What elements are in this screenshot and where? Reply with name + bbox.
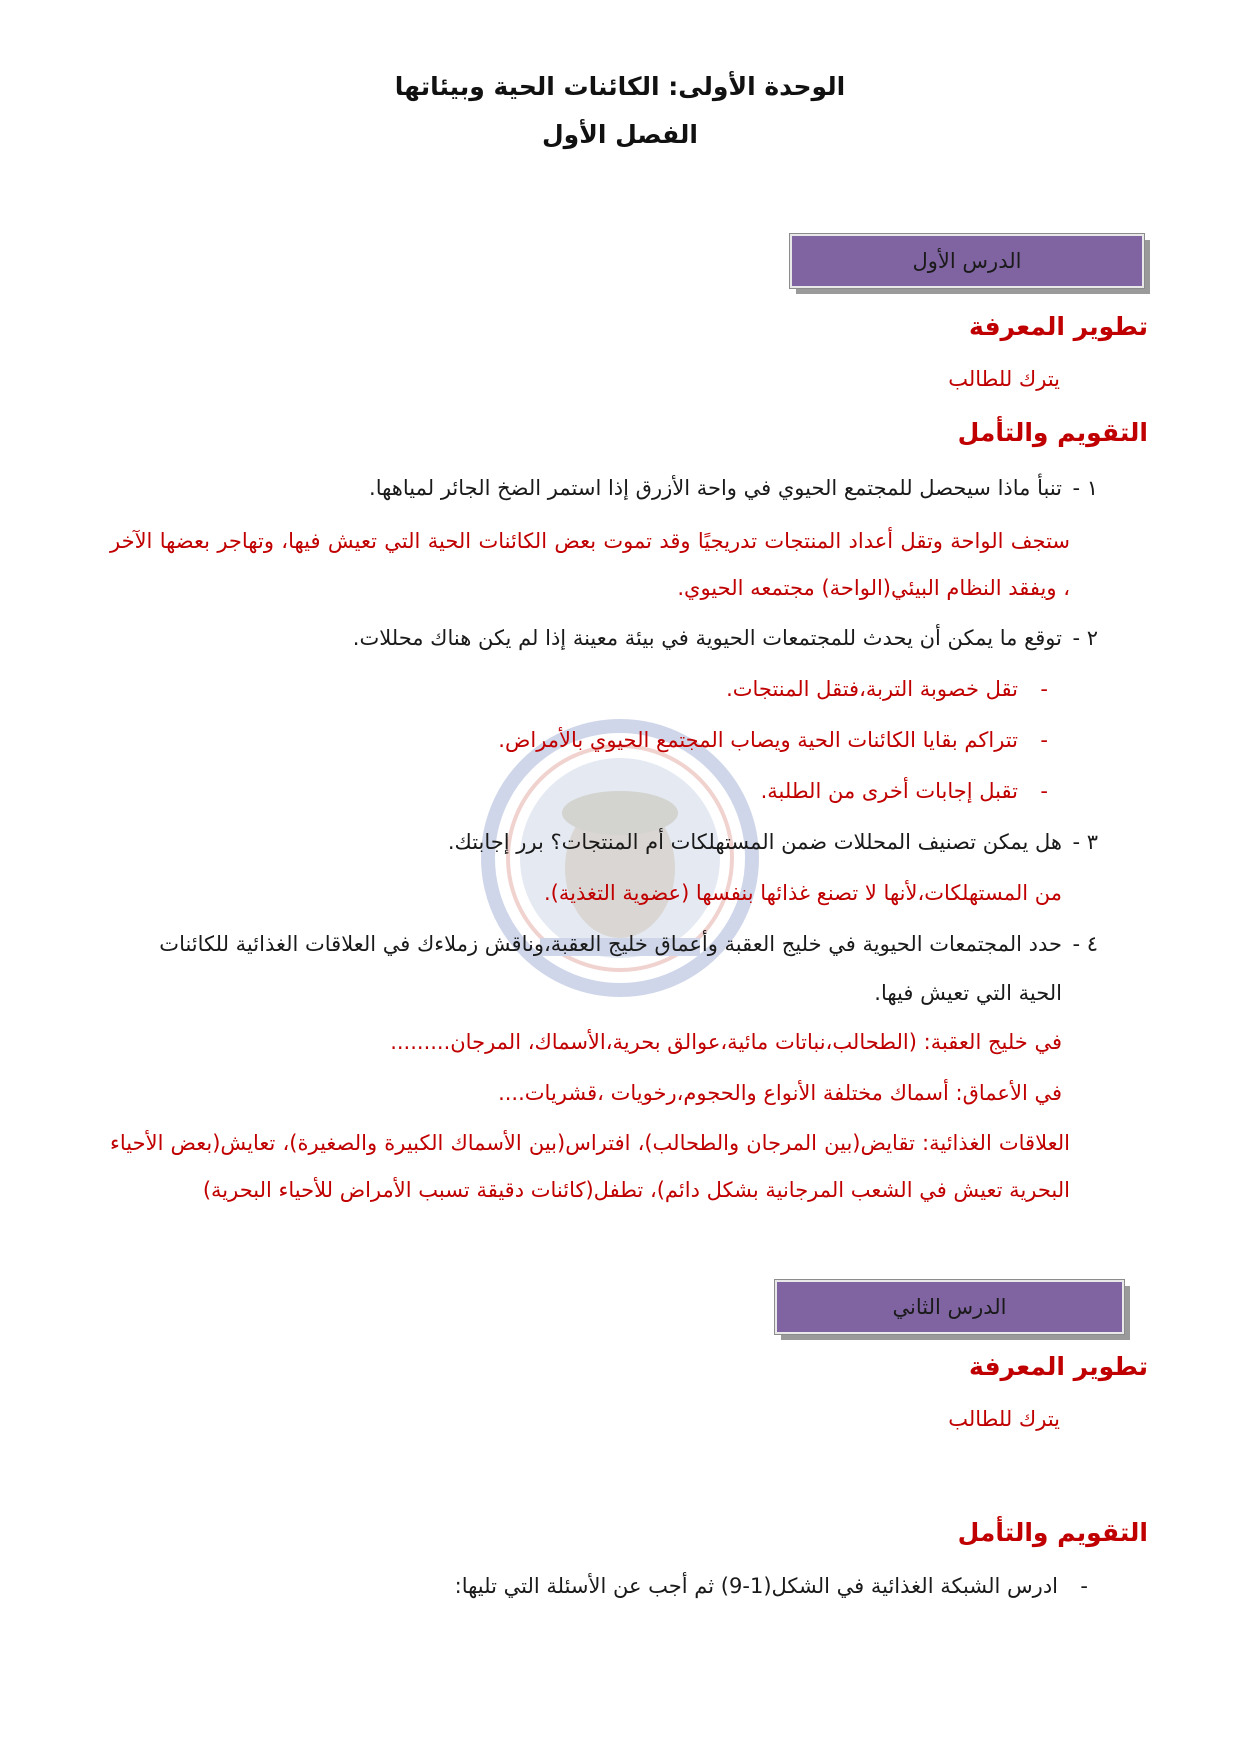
knowledge-text: يترك للطالب xyxy=(948,1407,1060,1431)
lesson-two-box xyxy=(775,1280,1124,1334)
answer-text: العلاقات الغذائية: تقايض(بين المرجان والطحالب)، افتراس(بين الأسماك الكبيرة والصغيرة)، تعايش(بعض الأحياء البحرية تعيش في الشعب المرجانية بشكل دائم)، تطفل(كائنات دقيقة تسبب الأمراض للأحياء البحرية) xyxy=(110,1131,1070,1202)
instruction-text: ادرس الشبكة الغذائية في الشكل(1-9) ثم أجب عن الأسئلة التي تليها: xyxy=(454,1574,1058,1598)
bullet-dash: - xyxy=(1040,677,1048,701)
lesson-two-label: الدرس الثاني xyxy=(892,1295,1007,1319)
question-text: حدد المجتمعات الحيوية في خليج العقبة وأعماق خليج العقبة،وناقش زملاءك في العلاقات الغذائية للكائنات xyxy=(159,932,1062,956)
answer-bullet: تتراكم بقايا الكائنات الحية ويصاب المجتمع الحيوي بالأمراض. xyxy=(498,728,1018,752)
question-number: ١ - xyxy=(1072,476,1098,500)
bullet-dash: - xyxy=(1080,1574,1088,1598)
knowledge-heading: تطوير المعرفة xyxy=(969,1352,1148,1381)
question-text: توقع ما يمكن أن يحدث للمجتمعات الحيوية في بيئة معينة إذا لم يكن هناك محللات. xyxy=(352,626,1062,650)
knowledge-text: يترك للطالب xyxy=(948,367,1060,391)
question-text: الحية التي تعيش فيها. xyxy=(874,981,1062,1005)
watermark-seal-icon xyxy=(480,718,760,998)
answer-text: من المستهلكات،لأنها لا تصنع غذائها بنفسها (عضوية التغذية). xyxy=(544,881,1062,905)
bullet-dash: - xyxy=(1040,779,1048,803)
lesson-one-label: الدرس الأول xyxy=(912,249,1022,273)
evaluation-heading: التقويم والتأمل xyxy=(957,1518,1148,1547)
chapter-title: الفصل الأول xyxy=(541,120,699,149)
question-number: ٢ - xyxy=(1072,626,1098,650)
question-number: ٣ - xyxy=(1072,830,1098,854)
bullet-dash: - xyxy=(1040,728,1048,752)
unit-title: الوحدة الأولى: الكائنات الحية وبيئاتها xyxy=(394,72,846,101)
answer-text: في خليج العقبة: (الطحالب،نباتات مائية،عوالق بحرية،الأسماك، المرجان......... xyxy=(390,1030,1062,1054)
question-text: هل يمكن تصنيف المحللات ضمن المستهلكات أم المنتجات؟ برر إجابتك. xyxy=(447,830,1062,854)
answer-text: في الأعماق: أسماك مختلفة الأنواع والحجوم،رخويات ،قشريات.... xyxy=(498,1081,1062,1105)
knowledge-heading: تطوير المعرفة xyxy=(969,312,1148,341)
lesson-one-box xyxy=(790,234,1144,288)
evaluation-heading: التقويم والتأمل xyxy=(957,418,1148,447)
question-text: تنبأ ماذا سيحصل للمجتمع الحيوي في واحة الأزرق إذا استمر الضخ الجائر لمياهها. xyxy=(369,476,1062,500)
answer-text: ستجف الواحة وتقل أعداد المنتجات تدريجيًا وقد تموت بعض الكائنات الحية التي تعيش فيها، وتهاجر بعضها الآخر ، ويفقد النظام البيئي(الواحة) مجتمعه الحيوي. xyxy=(110,529,1070,600)
answer-bullet: تقل خصوبة التربة،فتقل المنتجات. xyxy=(726,677,1018,701)
question-number: ٤ - xyxy=(1072,932,1098,956)
answer-bullet: تقبل إجابات أخرى من الطلبة. xyxy=(760,779,1018,803)
